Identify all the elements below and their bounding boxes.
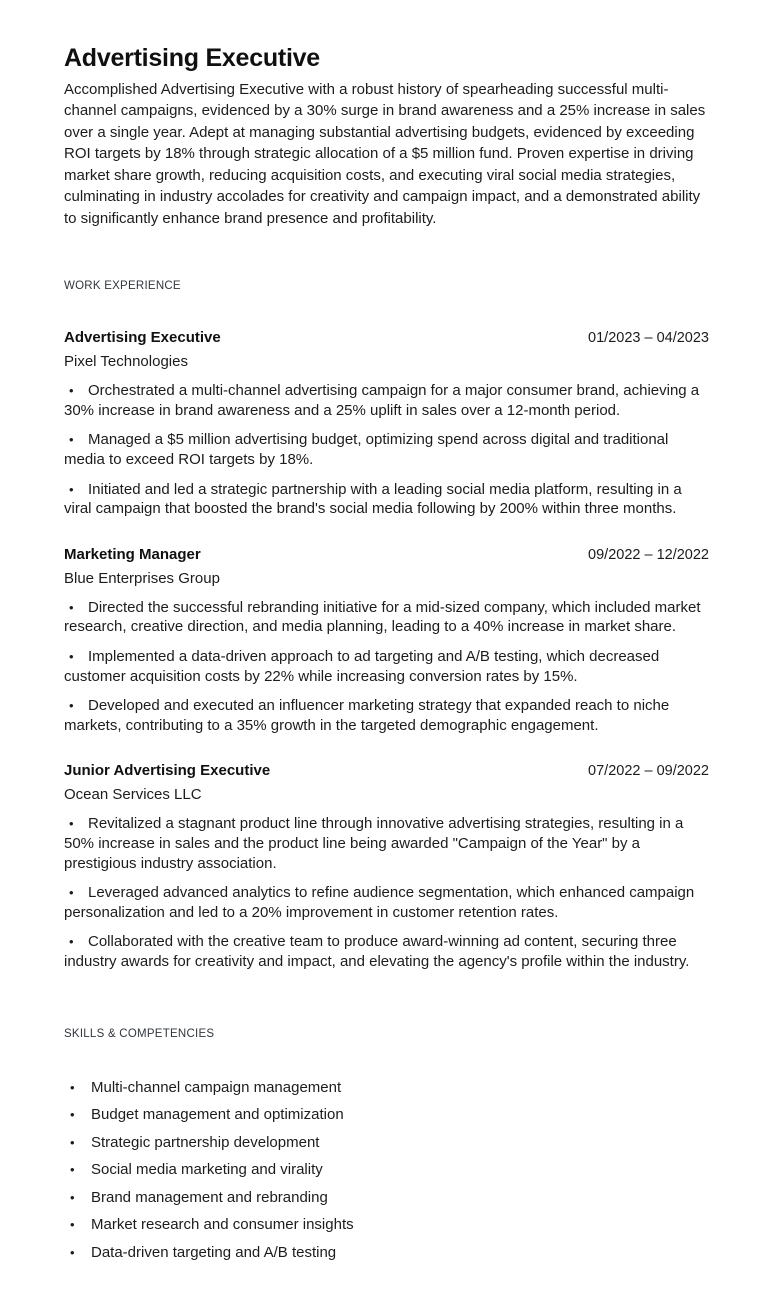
page-title: Advertising Executive [64,44,320,72]
experience-company-name: Ocean Services LLC [64,786,202,804]
experience-date-range: 09/2022 – 12/2022 [588,546,709,563]
section-header-skills: SKILLS & COMPETENCIES [64,1027,215,1040]
list-item: • Leveraged advanced analytics to refine audience segmentation, which enhanced campaign personalization and led to a 20% improvement in customer retention rates. [64,883,710,922]
list-item: • Multi-channel campaign management [64,1078,710,1098]
experience-job-title: Marketing Manager [64,545,201,563]
experience-bullet-list [64,381,710,519]
list-item: • Developed and executed an influencer marketing strategy that expanded reach to niche markets, contributing to a 35% growth in the targeted demographic engagement. [64,696,710,735]
list-item: • Social media marketing and virality [64,1160,710,1180]
experience-bullet-list [64,814,710,971]
list-item: • Orchestrated a multi-channel advertising campaign for a major consumer brand, achieving a 30% increase in brand awareness and a 25% uplift in sales over a 12-month period. [64,381,710,420]
experience-entry [64,545,710,736]
list-item: • Data-driven targeting and A/B testing [64,1243,710,1263]
skills-list [64,1078,710,1263]
list-item: • Brand management and rebranding [64,1188,710,1208]
experience-bullet-list [64,598,710,736]
experience-date-range: 01/2023 – 04/2023 [588,330,709,347]
list-item: • Collaborated with the creative team to produce award-winning ad content, securing three industry awards for creativity and impact, and elevating the agency's profile within the industry. [64,932,710,971]
professional-summary: Accomplished Advertising Executive with a robust history of spearheading successful multi-channel campaigns, evidenced by a 30% surge in brand awareness and a 25% increase in sales over a single year. Adept at managing substantial advertising budgets, evidenced by exceeding ROI targets by 18% through strategic allocation of a $5 million fund. Proven expertise in driving market share growth, reducing acquisition costs, and executing viral social media strategies, culminating in industry accolades for creativity and campaign impact, and a demonstrated ability to significantly enhance brand presence and profitability. [64,80,706,227]
experience-entry-header [64,761,710,781]
list-item: • Revitalized a stagnant product line through innovative advertising strategies, resulting in a 50% increase in sales and the product line being awarded "Campaign of the Year" by a prestigious industry association. [64,814,710,873]
section-header-work-experience: WORK EXPERIENCE [64,280,181,293]
experience-date-range: 07/2022 – 09/2022 [588,763,709,780]
experience-entry-header [64,328,710,348]
list-item: • Market research and consumer insights [64,1215,710,1235]
list-item: • Implemented a data-driven approach to ad targeting and A/B testing, which decreased customer acquisition costs by 22% while increasing conversion rates by 15%. [64,647,710,686]
list-item: • Budget management and optimization [64,1105,710,1125]
experience-company-name: Blue Enterprises Group [64,569,220,587]
experience-entry-header [64,545,710,565]
experience-entry [64,328,710,519]
list-item: • Initiated and led a strategic partnership with a leading social media platform, resulting in a viral campaign that boosted the brand's social media following by 200% within three months. [64,480,710,519]
experience-company-name: Pixel Technologies [64,353,188,371]
experience-entry [64,761,710,971]
experience-job-title: Junior Advertising Executive [64,762,271,780]
list-item: • Directed the successful rebranding initiative for a mid-sized company, which included market research, creative direction, and media planning, leading to a 40% increase in market share. [64,598,710,637]
experience-job-title: Advertising Executive [64,329,221,347]
list-item: • Strategic partnership development [64,1133,710,1153]
list-item: • Managed a $5 million advertising budget, optimizing spend across digital and traditional media to exceed ROI targets by 18%. [64,430,710,469]
